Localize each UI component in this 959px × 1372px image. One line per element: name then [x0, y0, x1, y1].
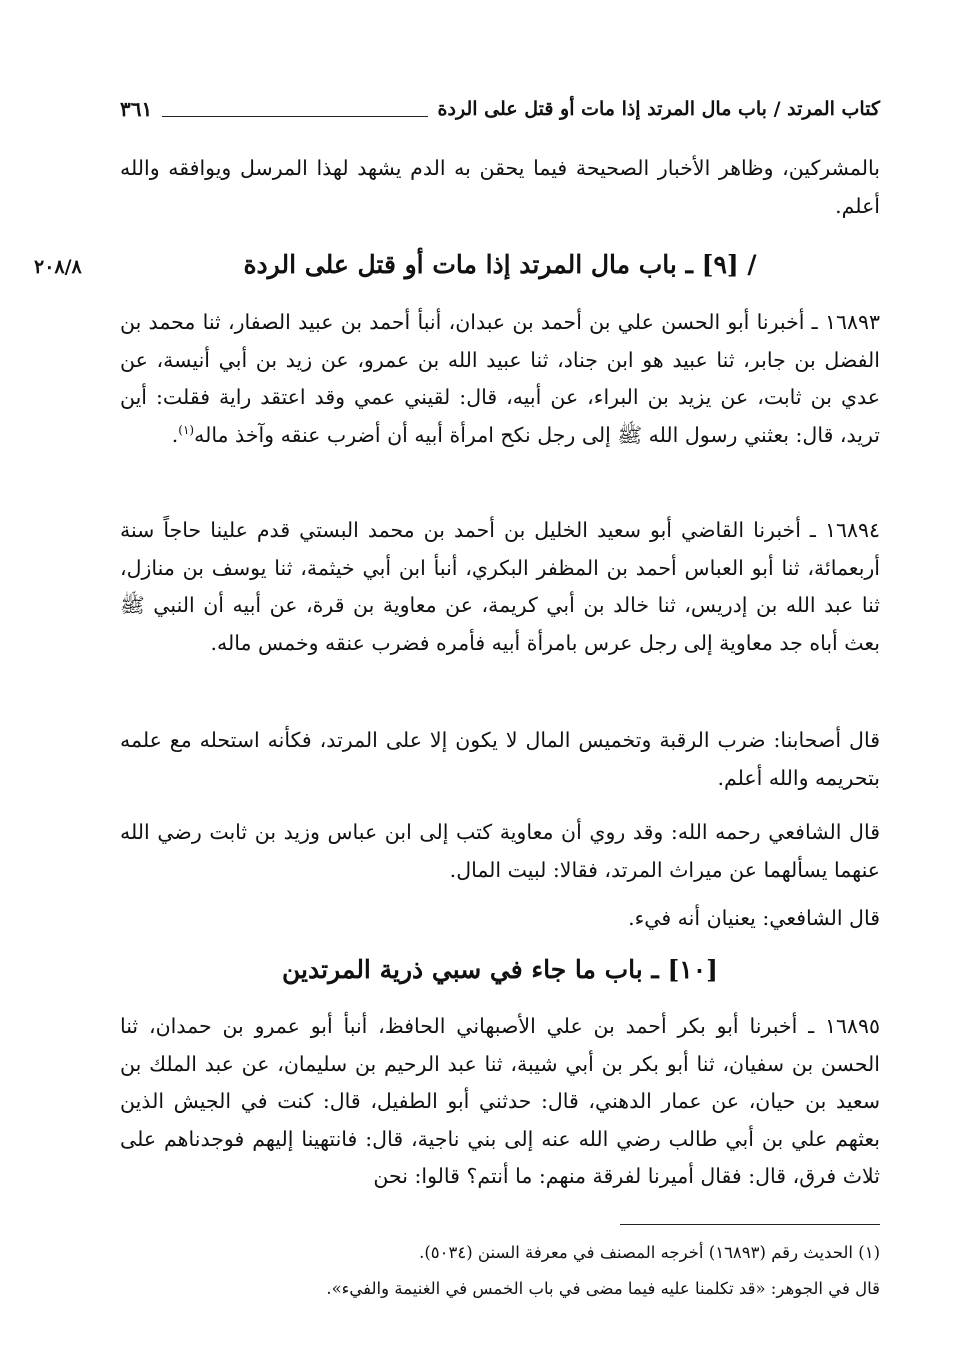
hadith-16893-text: ١٦٨٩٣ ـ أخبرنا أبو الحسن علي بن أحمد بن عبدان، أنبأ أحمد بن عبيد الصفار، ثنا محمد بن الفضل بن جابر، ثنا عبيد هو ابن جناد، ثنا عبيد الله بن عمرو، عن زيد بن أبي أنيسة، عن عدي بن ثابت، عن يزيد بن البراء، عن أبيه، قال: لقيني عمي وقد اعتقد راية فقلت: أين تريد، قال: بعثني رسول الله ﷺ إلى رجل نكح امرأة أبيه أن أضرب عنقه وآخذ ماله: [120, 310, 880, 447]
footnote-2: قال في الجوهر: «قد تكلمنا عليه فيما مضى في باب الخمس في الغنيمة والفيء».: [326, 1279, 880, 1298]
intro-paragraph-block: [120, 150, 880, 225]
section-9-heading: / [٩] ـ باب مال المرتد إذا مات أو قتل على الردة: [243, 250, 757, 279]
footnote-marker[interactable]: (١): [178, 422, 195, 437]
section-10-heading: [١٠] ـ باب ما جاء في سبي ذرية المرتدين: [282, 955, 718, 984]
hadith-16893-end: .: [171, 422, 179, 447]
footnote-separator: [620, 1224, 880, 1225]
hadith-16895-block: [120, 1008, 880, 1196]
page-number: ٣٦١: [120, 97, 153, 121]
hadith-16894: ١٦٨٩٤ ـ أخبرنا القاضي أبو سعيد الخليل بن أحمد بن محمد البستي قدم علينا حاجاً سنة أربعمائة، ثنا أبو العباس أحمد بن المظفر البكري، أنبأ ابن أبي خيثمة، ثنا يوسف بن منازل، ثنا عبد الله بن إدريس، ثنا خالد بن أبي كريمة، عن معاوية بن قرة، عن أبيه أن النبي ﷺ بعث أباه جد معاوية إلى رجل عرس بامرأة أبيه فأمره فضرب عنقه وخمس ماله.: [120, 518, 881, 655]
shafii-paragraph-1-block: [120, 814, 880, 889]
shafii-paragraph-2: قال الشافعي: يعنيان أنه فيء.: [628, 906, 880, 930]
footnote-1: (١) الحديث رقم (١٦٨٩٣) أخرجه المصنف في معرفة السنن (٥٠٣٤).: [419, 1243, 880, 1262]
hadith-16895: ١٦٨٩٥ ـ أخبرنا أبو بكر أحمد بن علي الأصبهاني الحافظ، أنبأ أبو عمرو بن حمدان، ثنا الحسن بن سفيان، ثنا أبو بكر بن أبي شيبة، ثنا عبد الرحيم بن سليمان، عن عبد الملك بن سعيد بن حيان، عن عمار الدهني، قال: حدثني أبو الطفيل، قال: كنت في الجيش الذين بعثهم علي بن أبي طالب رضي الله عنه إلى بني ناجية، قال: فانتهينا إليهم فوجدناهم على ثلاث فرق، قال: فقال أميرنا لفرقة منهم: ما أنتم؟ قالوا: نحن: [120, 1014, 880, 1188]
hadith-16894-block: [120, 512, 880, 662]
intro-paragraph: بالمشركين، وظاهر الأخبار الصحيحة فيما يحقن به الدم يشهد لهذا المرسل ويوافقه والله أعلم.: [120, 156, 880, 218]
running-header-title: كتاب المرتد / باب مال المرتد إذا مات أو قتل على الردة: [437, 98, 880, 120]
hadith-16893: [120, 304, 880, 454]
running-header-rule: [162, 102, 427, 117]
ashab-paragraph-block: [120, 722, 880, 797]
shafii-paragraph-1: قال الشافعي رحمه الله: وقد روي أن معاوية كتب إلى ابن عباس وزيد بن ثابت رضي الله عنهما يسألهما عن ميراث المرتد، فقالا: لبيت المال.: [120, 820, 880, 882]
ashab-paragraph: قال أصحابنا: ضرب الرقبة وتخميس المال لا يكون إلا على المرتد، فكأنه استحله مع علمه بتحريمه والله أعلم.: [120, 728, 880, 790]
margin-volume-reference: ٢٠٨/٨: [34, 256, 82, 278]
hadith-16893-block: [120, 304, 880, 454]
shafii-paragraph-2-block: [120, 900, 880, 938]
running-header: [120, 94, 880, 124]
